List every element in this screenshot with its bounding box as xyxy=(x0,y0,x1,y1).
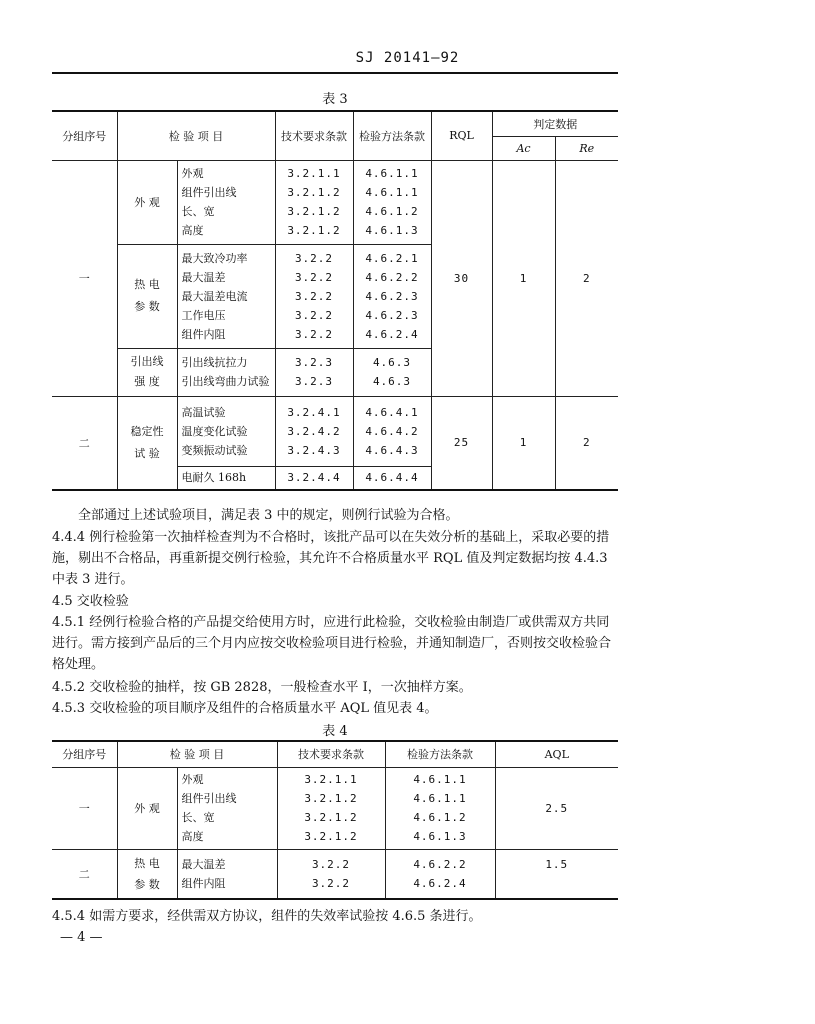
t3-items-appearance xyxy=(177,160,275,244)
t3-method-thermo xyxy=(353,244,431,348)
t4-head-item: 检 验 项 目 xyxy=(117,741,277,767)
t4-item: 组件引出线 xyxy=(181,792,237,805)
t3-item-endurance: 电耐久 168h xyxy=(177,466,275,490)
t4-tech: 3.2.1.1 xyxy=(304,773,358,786)
t4-method: 4.6.1.1 xyxy=(413,773,467,786)
t3-item: 变频振动试验 xyxy=(181,443,248,457)
paragraph-4-5-3: 4.5.3 交收检验的项目顺序及组件的合格质量水平 AQL 值见表 4。 xyxy=(52,701,438,716)
t3-method: 4.6.4.2 xyxy=(365,424,419,438)
t3-tech: 3.2.4.2 xyxy=(287,424,341,438)
t3-head-group: 分组序号 xyxy=(52,111,117,160)
t3-head-item: 检 验 项 目 xyxy=(117,111,275,160)
t3-items-stability xyxy=(177,396,275,466)
t3-ac-1: 1 xyxy=(492,160,555,396)
t4-item: 组件内阻 xyxy=(181,876,226,890)
t3-item: 引出线抗拉力 xyxy=(181,356,248,369)
t4-item: 长、宽 xyxy=(181,811,215,824)
t4-item: 最大温差 xyxy=(181,857,226,871)
t4-items-appearance xyxy=(177,767,277,849)
t4-tech: 3.2.1.2 xyxy=(304,792,358,805)
t3-tech: 3.2.4.3 xyxy=(287,443,341,457)
t4-head-group: 分组序号 xyxy=(52,741,117,767)
document-code: SJ 20141—92 xyxy=(355,50,460,66)
t4-method: 4.6.1.3 xyxy=(413,830,467,843)
t3-method: 4.6.4.3 xyxy=(365,443,419,457)
t3-tech: 3.2.1.1 xyxy=(287,167,341,180)
page-number: — 4 — xyxy=(60,930,103,945)
t3-method: 4.6.1.1 xyxy=(365,167,419,180)
t3-group-2: 二 xyxy=(52,396,117,490)
t3-item: 最大致冷功率 xyxy=(181,251,248,265)
t3-tech: 3.2.3 xyxy=(294,375,334,388)
paragraph-4-5-4: 4.5.4 如需方要求，经供需双方协议，组件的失效率试验按 4.6.5 条进行。 xyxy=(52,909,482,924)
t3-tech-thermo xyxy=(275,244,353,348)
t3-head-judge: 判定数据 xyxy=(492,111,618,136)
t3-method-lead xyxy=(353,348,431,396)
t4-head-tech: 技术要求条款 xyxy=(277,741,385,767)
t3-method: 4.6.1.1 xyxy=(365,186,419,199)
t4-method: 4.6.2.2 xyxy=(413,857,467,871)
t3-head-tech: 技术要求条款 xyxy=(275,111,353,160)
t3-method: 4.6.1.3 xyxy=(365,224,419,237)
t3-items-thermo xyxy=(177,244,275,348)
t4-method: 4.6.1.2 xyxy=(413,811,467,824)
t3-item: 最大温差电流 xyxy=(181,289,248,303)
t4-tech-thermo xyxy=(277,849,385,899)
t3-re-1: 2 xyxy=(555,160,618,396)
t3-item: 组件内阻 xyxy=(181,327,226,341)
t3-tech: 3.2.2 xyxy=(294,270,334,284)
t3-item: 温度变化试验 xyxy=(181,424,248,438)
t4-tech-appearance xyxy=(277,767,385,849)
table3-caption: 表 3 xyxy=(322,92,348,107)
t3-item: 长、宽 xyxy=(181,205,215,218)
t4-items-thermo xyxy=(177,849,277,899)
t4-tech: 3.2.1.2 xyxy=(304,830,358,843)
t4-method: 4.6.2.4 xyxy=(413,876,467,890)
t3-tech: 3.2.1.2 xyxy=(287,205,341,218)
t4-head-method: 检验方法条款 xyxy=(385,741,495,767)
paragraph-pass-criteria: 全部通过上述试验项目，满足表 3 中的规定，则例行试验为合格。 xyxy=(78,508,459,523)
t3-method: 4.6.4.1 xyxy=(365,405,419,419)
t3-items-lead xyxy=(177,348,275,396)
t3-tech: 3.2.1.2 xyxy=(287,224,341,237)
t3-method: 4.6.1.2 xyxy=(365,205,419,218)
t4-aql-1: 2.5 xyxy=(495,767,618,849)
t4-item: 外观 xyxy=(181,773,204,786)
t3-item: 高温试验 xyxy=(181,405,226,419)
table3 xyxy=(52,110,618,491)
t3-method: 4.6.2.1 xyxy=(365,251,419,265)
t3-tech-endurance: 3.2.4.4 xyxy=(275,466,353,490)
t3-method: 4.6.3 xyxy=(372,356,412,369)
t3-tech: 3.2.2 xyxy=(294,327,334,341)
t3-section-thermo: 热 电 参 数 xyxy=(117,244,177,348)
t3-re-2: 2 xyxy=(555,396,618,490)
t4-method-appearance xyxy=(385,767,495,849)
table4-caption: 表 4 xyxy=(322,724,348,739)
t4-tech: 3.2.1.2 xyxy=(304,811,358,824)
t4-aql-2: 1.5 xyxy=(495,849,618,899)
t3-method: 4.6.2.4 xyxy=(365,327,419,341)
t4-tech: 3.2.2 xyxy=(311,857,351,871)
t3-head-re: Re xyxy=(555,136,618,160)
t4-head-aql: AQL xyxy=(495,741,618,767)
t3-tech: 3.2.3 xyxy=(294,356,334,369)
t3-method-appearance xyxy=(353,160,431,244)
t3-item: 工作电压 xyxy=(181,308,226,322)
t4-method-thermo xyxy=(385,849,495,899)
t3-tech: 3.2.2 xyxy=(294,308,334,322)
t3-item: 高度 xyxy=(181,224,204,237)
t3-method: 4.6.2.2 xyxy=(365,270,419,284)
t3-tech: 3.2.4.1 xyxy=(287,405,341,419)
t4-tech: 3.2.2 xyxy=(311,876,351,890)
t4-section-appearance: 外 观 xyxy=(117,767,177,849)
paragraph-4-5-1: 4.5.1 经例行检验合格的产品提交给使用方时，应进行此检验，交收检验由制造厂或供需双方共同进行。需方接到产品后的三个月内应按交收检验项目进行检验，并通知制造厂，否则按交收检验合格处理。 xyxy=(52,615,612,672)
paragraph-4-4-4: 4.4.4 例行检验第一次抽样检查判为不合格时，该批产品可以在失效分析的基础上，采取必要的措施，剔出不合格品，再重新提交例行检验，其允许不合格质量水平 RQL 值及判定数据均按 4.4.3 中表 3 进行。 xyxy=(52,530,610,587)
t3-tech-lead xyxy=(275,348,353,396)
t3-method-stability xyxy=(353,396,431,466)
t3-head-method: 检验方法条款 xyxy=(353,111,431,160)
paragraph-4-5-2: 4.5.2 交收检验的抽样，按 GB 2828，一般检查水平 Ⅰ，一次抽样方案。 xyxy=(52,680,472,695)
t3-method: 4.6.3 xyxy=(372,375,412,388)
t3-item: 组件引出线 xyxy=(181,186,237,199)
t3-ac-2: 1 xyxy=(492,396,555,490)
heading-4-5: 4.5 交收检验 xyxy=(52,594,129,609)
t3-section-appearance: 外 观 xyxy=(117,160,177,244)
t3-rql-2: 25 xyxy=(431,396,492,490)
header-rule xyxy=(52,72,618,74)
t4-group-1: 一 xyxy=(52,767,117,849)
t3-group-1: 一 xyxy=(52,160,117,396)
t3-tech-appearance xyxy=(275,160,353,244)
t3-rql-1: 30 xyxy=(431,160,492,396)
t3-item: 外观 xyxy=(181,167,204,180)
t3-tech: 3.2.1.2 xyxy=(287,186,341,199)
t3-method-endurance: 4.6.4.4 xyxy=(353,466,431,490)
t3-tech-stability xyxy=(275,396,353,466)
t3-item: 引出线弯曲力试验 xyxy=(181,375,270,388)
t3-head-ac: Ac xyxy=(492,136,555,160)
t3-item: 最大温差 xyxy=(181,270,226,284)
t3-method: 4.6.2.3 xyxy=(365,308,419,322)
t3-section-lead: 引出线 强 度 xyxy=(117,348,177,396)
t4-method: 4.6.1.1 xyxy=(413,792,467,805)
t4-section-thermo: 热 电 参 数 xyxy=(117,849,177,899)
t4-group-2: 二 xyxy=(52,849,117,899)
t4-item: 高度 xyxy=(181,830,204,843)
t3-tech: 3.2.2 xyxy=(294,251,334,265)
table4 xyxy=(52,740,618,900)
t3-method: 4.6.2.3 xyxy=(365,289,419,303)
t3-head-rql: RQL xyxy=(431,111,492,160)
t3-section-stability: 稳定性 试 验 xyxy=(117,396,177,490)
t3-tech: 3.2.2 xyxy=(294,289,334,303)
